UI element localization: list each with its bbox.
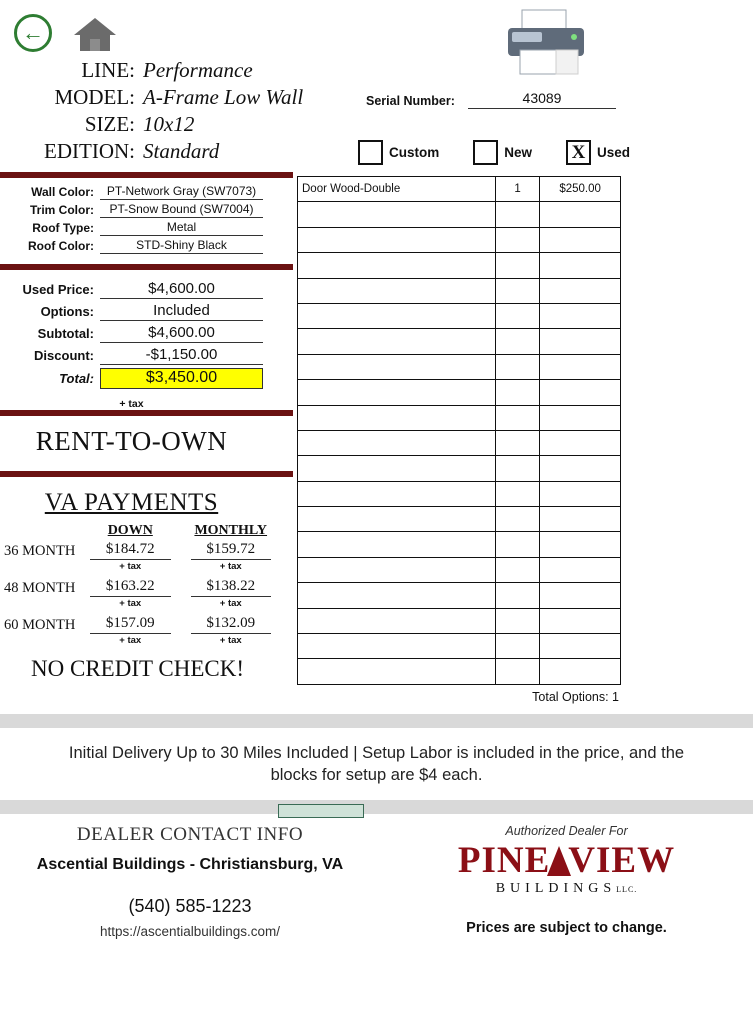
home-icon — [72, 14, 118, 54]
option-cell-empty — [298, 557, 496, 582]
info-row-edition — [0, 139, 340, 164]
option-cell-empty — [298, 608, 496, 633]
serial-number-value: 43089 — [468, 90, 616, 109]
option-cell-empty — [540, 329, 621, 354]
subtotal-value: $4,600.00 — [100, 324, 263, 343]
term-label: 36 MONTH — [4, 543, 76, 559]
dealer-contact-title: DEALER CONTACT INFO — [76, 824, 304, 845]
option-cell-empty — [540, 380, 621, 405]
arrow-left-circle-icon: ← — [22, 20, 44, 45]
discount-value: -$1,150.00 — [100, 346, 263, 365]
option-cell-empty — [540, 557, 621, 582]
monthly-cell — [181, 541, 282, 572]
table-row-empty[interactable] — [298, 202, 621, 227]
term-label: 48 MONTH — [4, 580, 76, 596]
info-row-size — [0, 112, 340, 137]
option-cell-empty — [540, 456, 621, 481]
down-amount: $163.22 — [90, 578, 171, 597]
monthly-amount: $132.09 — [191, 615, 272, 634]
spec-row-roof-type — [0, 220, 263, 236]
table-row-empty[interactable] — [298, 329, 621, 354]
option-cell-empty — [298, 354, 496, 379]
payments-header-spacer — [4, 523, 80, 539]
down-amount: $184.72 — [90, 541, 171, 560]
band-divider-top — [0, 714, 753, 728]
condition-checkboxes — [358, 140, 664, 165]
option-cell-empty — [495, 659, 539, 684]
option-cell-empty — [298, 583, 496, 608]
option-cell-empty — [495, 405, 539, 430]
table-row-empty[interactable] — [298, 278, 621, 303]
options-table — [297, 176, 621, 685]
option-cell-empty — [298, 405, 496, 430]
option-cell-empty — [540, 405, 621, 430]
monthly-tax-note: + tax — [219, 561, 242, 572]
down-tax-note: + tax — [119, 598, 142, 609]
delivery-note-section — [0, 728, 753, 800]
option-cell-empty — [495, 608, 539, 633]
option-cell-empty — [495, 532, 539, 557]
condition-new[interactable] — [473, 140, 532, 165]
option-cell-empty — [540, 634, 621, 659]
option-cell-empty — [495, 456, 539, 481]
payment-row — [4, 578, 281, 609]
option-cell-empty — [540, 354, 621, 379]
condition-used[interactable] — [566, 140, 630, 165]
wall-color-value: PT-Network Gray (SW7073) — [100, 184, 263, 200]
option-cell-empty — [495, 253, 539, 278]
option-cell-empty — [540, 202, 621, 227]
option-cell-empty — [298, 329, 496, 354]
roof-color-value: STD-Shiny Black — [100, 238, 263, 254]
options-panel — [297, 176, 621, 704]
brand-name-right: VIEW — [568, 840, 676, 881]
edition-label: EDITION: — [44, 139, 135, 163]
band-divider-bottom — [0, 800, 753, 814]
size-value: 10x12 — [143, 112, 195, 136]
dealer-phone: (540) 585-1223 — [128, 896, 252, 916]
no-credit-check-text: NO CREDIT CHECK! — [31, 656, 244, 681]
discount-label: Discount: — [34, 348, 94, 363]
option-cell-empty — [298, 659, 496, 684]
table-row-empty[interactable] — [298, 253, 621, 278]
monthly-tax-note: + tax — [219, 635, 242, 646]
option-cell-empty — [540, 659, 621, 684]
option-cell-empty — [495, 380, 539, 405]
monthly-cell — [181, 578, 282, 609]
authorized-dealer-text: Authorized Dealer For — [505, 824, 628, 838]
table-row[interactable] — [298, 177, 621, 202]
option-cell-empty — [298, 227, 496, 252]
option-cell-empty — [495, 583, 539, 608]
price-row-subtotal — [0, 324, 263, 343]
option-cell-empty — [298, 481, 496, 506]
horizontal-scrollbar-thumb[interactable] — [278, 804, 364, 818]
pricing-section — [0, 270, 293, 410]
option-cell-empty — [540, 507, 621, 532]
brand-llc: LLC. — [616, 885, 638, 894]
table-row-empty[interactable] — [298, 303, 621, 328]
wall-color-label: Wall Color: — [31, 185, 94, 199]
footer-section — [0, 820, 753, 960]
rent-to-own-title: RENT-TO-OWN — [35, 426, 228, 456]
option-cell-empty — [540, 430, 621, 455]
option-description: Door Wood-Double — [298, 177, 496, 202]
used-checkbox[interactable]: X — [566, 140, 591, 165]
payments-section — [0, 477, 293, 688]
option-cell-empty — [298, 380, 496, 405]
back-button[interactable] — [14, 14, 52, 52]
spec-section — [0, 178, 293, 264]
roof-color-label: Roof Color: — [28, 239, 94, 253]
monthly-amount: $159.72 — [191, 541, 272, 560]
new-label: New — [504, 145, 533, 160]
brand-subtitle: BUILDINGS — [495, 881, 617, 896]
used-label: Used — [597, 145, 631, 160]
option-cell-empty — [540, 227, 621, 252]
delivery-note-text: Initial Delivery Up to 30 Miles Included | Setup Labor is included in the price, and the blocks for setup are $4 each. — [68, 743, 685, 784]
price-row-used-price — [0, 280, 263, 299]
payments-grid — [0, 521, 293, 646]
trim-color-label: Trim Color: — [29, 203, 94, 217]
size-label: SIZE: — [84, 112, 135, 136]
va-payments-title: VA PAYMENTS — [44, 489, 219, 516]
brand-name-left: PINE — [457, 840, 551, 881]
option-cell-empty — [495, 481, 539, 506]
spec-row-wall-color — [0, 184, 263, 200]
subtotal-label: Subtotal: — [37, 326, 94, 341]
spec-row-roof-color — [0, 238, 263, 254]
line-label: LINE: — [81, 58, 135, 82]
option-cell-empty — [540, 278, 621, 303]
option-cell-empty — [298, 430, 496, 455]
option-cell-empty — [298, 634, 496, 659]
table-row-empty[interactable] — [298, 532, 621, 557]
info-row-line — [0, 58, 340, 83]
table-row-empty[interactable] — [298, 354, 621, 379]
custom-checkbox[interactable] — [358, 140, 383, 165]
option-cell-empty — [298, 507, 496, 532]
down-cell — [80, 541, 181, 572]
option-cell-empty — [495, 507, 539, 532]
table-row-empty[interactable] — [298, 507, 621, 532]
price-row-options — [0, 302, 263, 321]
condition-custom[interactable] — [358, 140, 439, 165]
brand-wordmark — [380, 842, 753, 879]
roof-type-value: Metal — [100, 220, 263, 236]
options-label: Options: — [40, 304, 94, 319]
table-row-empty[interactable] — [298, 481, 621, 506]
dealer-website-link[interactable]: https://ascentialbuildings.com/ — [99, 924, 281, 939]
down-amount: $157.09 — [90, 615, 171, 634]
used-price-value: $4,600.00 — [100, 280, 263, 299]
down-tax-note: + tax — [119, 561, 142, 572]
option-quantity: 1 — [495, 177, 539, 202]
option-cell-empty — [540, 253, 621, 278]
payment-row — [4, 541, 281, 572]
down-cell — [80, 578, 181, 609]
option-cell-empty — [298, 303, 496, 328]
table-row-empty[interactable] — [298, 405, 621, 430]
total-tax-note: + tax — [119, 398, 144, 410]
term-label: 60 MONTH — [4, 617, 76, 633]
dealer-name: Ascential Buildings - Christiansburg, VA — [36, 856, 344, 873]
option-cell-empty — [495, 354, 539, 379]
table-row-empty[interactable] — [298, 608, 621, 633]
new-checkbox[interactable] — [473, 140, 498, 165]
table-row-empty[interactable] — [298, 380, 621, 405]
table-row-empty[interactable] — [298, 634, 621, 659]
option-cell-empty — [495, 202, 539, 227]
option-cell-empty — [495, 227, 539, 252]
table-row-empty[interactable] — [298, 583, 621, 608]
option-cell-empty — [495, 557, 539, 582]
monthly-column-header: MONTHLY — [194, 523, 268, 538]
options-value: Included — [100, 302, 263, 321]
table-row-empty[interactable] — [298, 659, 621, 684]
option-cell-empty — [540, 583, 621, 608]
edition-value: Standard — [143, 139, 220, 163]
option-cell-empty — [298, 278, 496, 303]
table-row-empty[interactable] — [298, 227, 621, 252]
payment-row — [4, 615, 281, 646]
trim-color-value: PT-Snow Bound (SW7004) — [100, 202, 263, 218]
model-value: A-Frame Low Wall — [143, 85, 304, 109]
price-change-note: Prices are subject to change. — [466, 920, 667, 936]
serial-number-label: Serial Number: — [366, 94, 455, 108]
option-cell-empty — [540, 481, 621, 506]
option-cell-empty — [540, 303, 621, 328]
roof-type-label: Roof Type: — [32, 221, 94, 235]
model-label: MODEL: — [54, 85, 135, 109]
model-info — [0, 58, 340, 166]
option-cell-empty — [495, 303, 539, 328]
rent-to-own-section — [0, 416, 293, 471]
option-cell-empty — [298, 202, 496, 227]
option-cell-empty — [495, 278, 539, 303]
option-price: $250.00 — [540, 177, 621, 202]
monthly-tax-note: + tax — [219, 598, 242, 609]
printer-icon — [498, 8, 602, 78]
option-cell-empty — [540, 532, 621, 557]
header-section — [0, 0, 753, 172]
total-options-label: Total Options: 1 — [532, 689, 619, 704]
total-label: Total: — [59, 371, 94, 386]
left-column — [0, 172, 293, 688]
price-row-discount — [0, 346, 263, 365]
down-cell — [80, 615, 181, 646]
line-value: Performance — [143, 58, 253, 82]
option-cell-empty — [495, 430, 539, 455]
option-cell-empty — [298, 253, 496, 278]
used-price-label: Used Price: — [22, 282, 94, 297]
brand-subtitle-wrap — [380, 881, 753, 897]
price-row-total — [0, 368, 263, 389]
total-value: $3,450.00 — [100, 368, 263, 389]
brand-logo — [380, 842, 753, 897]
custom-label: Custom — [389, 145, 440, 160]
monthly-cell — [181, 615, 282, 646]
serial-number-block — [366, 90, 616, 109]
down-tax-note: + tax — [119, 635, 142, 646]
option-cell-empty — [298, 532, 496, 557]
option-cell-empty — [540, 608, 621, 633]
option-cell-empty — [495, 634, 539, 659]
down-column-header: DOWN — [107, 523, 153, 538]
home-button[interactable] — [72, 14, 118, 54]
table-row-empty[interactable] — [298, 456, 621, 481]
option-cell-empty — [298, 456, 496, 481]
option-cell-empty — [495, 329, 539, 354]
spec-row-trim-color — [0, 202, 263, 218]
payments-header-row — [4, 523, 281, 539]
info-row-model — [0, 85, 340, 110]
monthly-amount: $138.22 — [191, 578, 272, 597]
table-row-empty[interactable] — [298, 557, 621, 582]
table-row-empty[interactable] — [298, 430, 621, 455]
print-button[interactable] — [498, 8, 602, 78]
